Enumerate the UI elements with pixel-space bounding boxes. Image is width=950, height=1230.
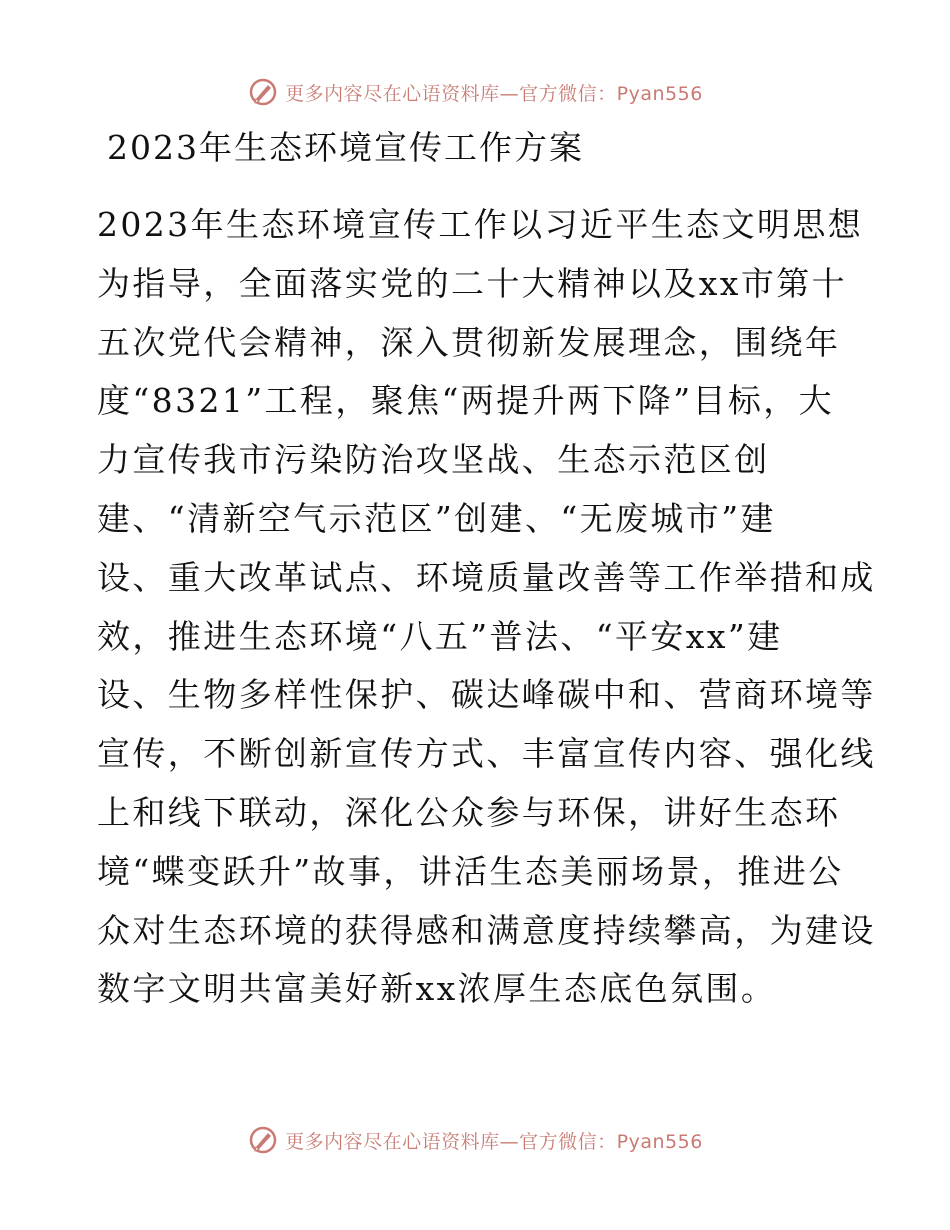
- body-line: 2023年生态环境宣传工作以习近平生态文明思想: [97, 205, 864, 244]
- body-line: 为指导，全面落实党的二十大精神以及xx市第十: [97, 263, 848, 303]
- body-line: 宣传，不断创新宣传方式、丰富宣传内容、强化线: [97, 734, 876, 774]
- body-line: 设、生物多样性保护、碳达峰碳中和、营商环境等: [97, 675, 876, 715]
- pen-logo-icon: [247, 1124, 279, 1156]
- pen-logo-icon: [247, 76, 279, 108]
- body-line: 力宣传我市污染防治攻坚战、生态示范区创: [97, 440, 770, 480]
- body-line: 境“蝶变跃升”故事，讲活生态美丽场景，推进公: [97, 851, 844, 891]
- body-line: 上和线下联动，深化公众参与环保，讲好生态环: [97, 792, 841, 832]
- body-line: 建、“清新空气示范区”创建、“无废城市”建: [97, 498, 776, 538]
- watermark-text: 更多内容尽在心语资料库—官方微信：Pyan556: [285, 1130, 703, 1153]
- document-body: [97, 196, 876, 1019]
- header-watermark: [0, 72, 950, 112]
- body-line: 数字文明共富美好新xx浓厚生态底色氛围。: [97, 969, 777, 1009]
- footer-watermark: [0, 1120, 950, 1160]
- body-line: 效，推进生态环境“八五”普法、“平安xx”建: [97, 616, 783, 656]
- body-line: 设、重大改革试点、环境质量改善等工作举措和成: [97, 557, 876, 597]
- body-line: 众对生态环境的获得感和满意度持续攀高，为建设: [97, 910, 876, 950]
- watermark-text: 更多内容尽在心语资料库—官方微信：Pyan556: [285, 82, 703, 105]
- document-title: 2023年生态环境宣传工作方案: [107, 128, 584, 167]
- body-line: 五次党代会精神，深入贯彻新发展理念，围绕年: [97, 322, 841, 362]
- body-line: 度“8321”工程，聚焦“两提升两下降”目标，大: [97, 381, 835, 421]
